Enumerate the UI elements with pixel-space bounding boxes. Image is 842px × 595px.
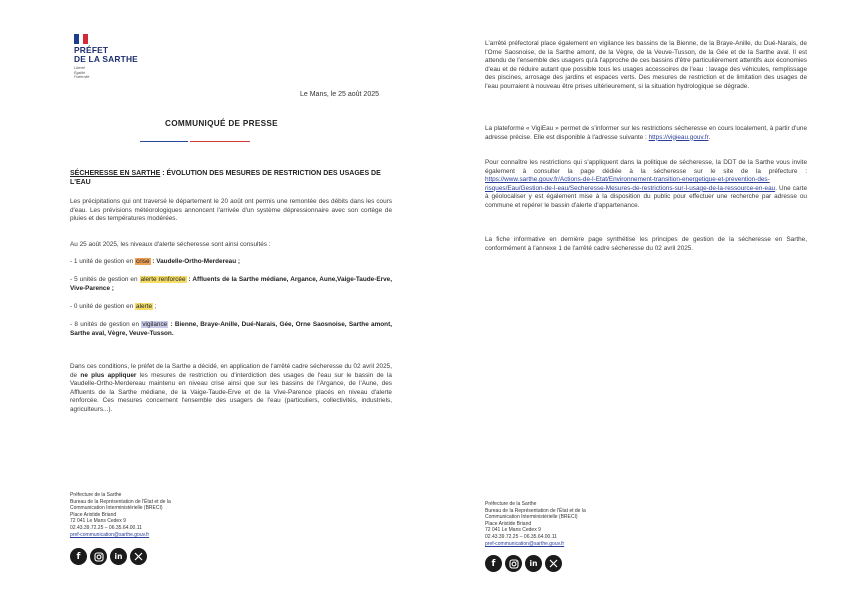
headline-part2: : ÉVOLUTION DES MESURES DE RESTRICTION DES USAGES DE L'EAU [70, 170, 381, 186]
footer-email-link[interactable]: pref-communication@sarthe.gouv.fr [70, 531, 150, 538]
social-links-right [485, 555, 562, 572]
levels-intro: Au 25 août 2025, les niveaux d'alerte sécheresse sont ainsi consultés : [70, 241, 271, 248]
list-item-alerte-renforcee: - 5 unités de gestion en alerte renforcée : Affluents de la Sarthe médiane, Argance, Aune,Vaige-Taude-Erve, Vive-Parence ; [70, 276, 392, 292]
list-item-alerte: - 0 unité de gestion en alerte ; [70, 303, 157, 310]
footer-email-link-right[interactable]: pref-communication@sarthe.gouv.fr [485, 540, 565, 547]
motto-egalite: Égalité [74, 70, 85, 75]
title-rule-red [190, 141, 250, 142]
ddt-paragraph: Pour connaître les restrictions qui s'appliquent dans la politique de sécheresse, la DDT de la Sarthe vous invite également à consulter la page dédiée à la sécheresse sur le site de la préfecture : https://www.sarthe.gouv.fr/Actions-de-l-Etat/Environnement-transition-energetique-et-prevention-des-risques/Eau/Gestion-de-l-eau/Secheresse-Mesures-de-restrictions-sur-l-usage-de-la-ressource-en-eau. Une carte à géolocaliser y est également mise à la disposition du public pour effectuer une recherche par adresse ou commune et repérer le bassin d'alerte d'appartenance. [485, 159, 807, 209]
fiche-paragraph: La fiche informative en dernière page synthétise les principes de gestion de la sécheresse en Sarthe, conformément à l'annexe 1 de l'arrêté cadre sécheresse du 02 avril 2025. [485, 236, 807, 252]
headline [70, 169, 392, 187]
instagram-icon[interactable] [505, 555, 522, 572]
vigilance-paragraph: L'arrêté préfectoral place également en vigilance les bassins de la Bienne, de la Braye-Anille, du Dué-Narais, de l'Orne Saosnoise, de la Sarthe amont, de la Vègre, de la Veuve-Tusson, de la Gée et de la Sarthe aval. Il est attendu de l'ensemble des usagers qu'à l'approche de ces bassins d'être particulièrement attentifs aux économies d'eau et de réduire autant que possible tous les usages accessoires de l'eau : lavage des véhicules, remplissage des piscines, arrosage des jardins et espaces verts. Des mesures de restriction et de limitation des usages de l'eau pourraient à nouveau être prises ultérieurement, si la situation hydrologique se dégrade. [485, 40, 807, 90]
title-rule-blue [140, 141, 188, 142]
instagram-icon[interactable] [90, 548, 107, 565]
list-item-vigilance: - 8 unités de gestion en vigilance : Bienne, Braye-Anille, Dué-Narais, Gée, Orne Saosnoise, Sarthe amont, Sarthe aval, Vègre, Veuve-Tusson. [70, 321, 392, 337]
prefecture-secheresse-link[interactable]: https://www.sarthe.gouv.fr/Actions-de-l-Etat/Environnement-transition-energetique-et-prevention-des-risques/Eau/Gestion-de-l-eau/Secheresse-Mesures-de-restrictions-sur-l-usage-de-la-ressource-en-eau [485, 176, 776, 192]
linkedin-icon[interactable]: in [110, 548, 127, 565]
logo-line1: PRÉFET [74, 45, 109, 55]
marianne-flag-icon [74, 34, 88, 44]
page-title: COMMUNIQUÉ DE PRESSE [165, 119, 278, 128]
level-vigilance-badge: vigilance [142, 321, 168, 328]
level-crise-badge: crise [136, 258, 150, 265]
vigieau-link[interactable]: https://vigieau.gouv.fr [648, 133, 709, 141]
footer-contact: Préfecture de la Sarthe Bureau de la Représentation de l'État et de la Communication Interministérielle (BRECI) Place Aristide Briand 72 041 Le Mans Cedex 9 02.43.39.72.25 – 06.35.64.00.11 pref-communication@sarthe.gouv.fr [70, 492, 171, 538]
motto-liberte: Liberté [74, 66, 85, 70]
right-page [421, 0, 842, 595]
motto-fraternite: Fraternité [74, 75, 90, 80]
headline-part1: SÉCHERESSE EN SARTHE [70, 170, 161, 177]
x-icon[interactable] [545, 555, 562, 572]
level-alerte-renforcee-badge: alerte renforcée [140, 276, 186, 283]
facebook-icon[interactable]: f [70, 548, 87, 565]
vigieau-paragraph: La plateforme « VigiEau » permet de s'informer sur les restrictions sécheresse en cours localement, à partir d'une adresse précise. Elle est disponible à l'adresse suivante : https://vigieau.gouv.fr. [485, 125, 807, 141]
list-item-crise: - 1 unité de gestion en crise : Vaudelle-Ortho-Merdereau ; [70, 258, 241, 265]
conditions-paragraph: Dans ces conditions, le préfet de la Sarthe a décidé, en application de l'arrêté cadre sécheresse du 02 avril 2025, de ne plus appliquer les mesures de restriction ou d'interdiction des usages de l'eau sur le bassin de la Vaudelle-Ortho-Merdereau maintenu en niveau crise ainsi que sur les bassins de l'Argance, de l'Aune, des Affluents de la Sarthe médiane, de la Vaige-Taude-Erve et de la Vive-Parence placés en niveau d'alerte renforcée. Ces mesures concernent l'ensemble des usagers de l'eau (particuliers, collectivités, industriels, agriculteurs...). [70, 363, 392, 413]
linkedin-icon[interactable]: in [525, 555, 542, 572]
social-links [70, 548, 147, 565]
x-icon[interactable] [130, 548, 147, 565]
intro-paragraph: Les précipitations qui ont traversé le département le 20 août ont permis une remontée des débits dans les cours d'eau. Les prévisions météorologiques annoncent l'arrivée d'un système dépressionnaire avec son cortège de pluies et des températures modérées. [70, 198, 392, 223]
dateline: Le Mans, le 25 août 2025 [300, 91, 380, 98]
facebook-icon[interactable]: f [485, 555, 502, 572]
footer-contact-right: Préfecture de la Sarthe Bureau de la Représentation de l'État et de la Communication Interministérielle (BRECI) Place Aristide Briand 72 041 Le Mans Cedex 9 02.43.39.72.25 – 06.35.64.00.11 pref-communication@sarthe.gouv.fr [485, 501, 586, 547]
level-alerte-badge: alerte [136, 303, 153, 310]
prefet-logo [74, 34, 164, 80]
logo-line2: DE LA SARTHE [74, 54, 138, 64]
